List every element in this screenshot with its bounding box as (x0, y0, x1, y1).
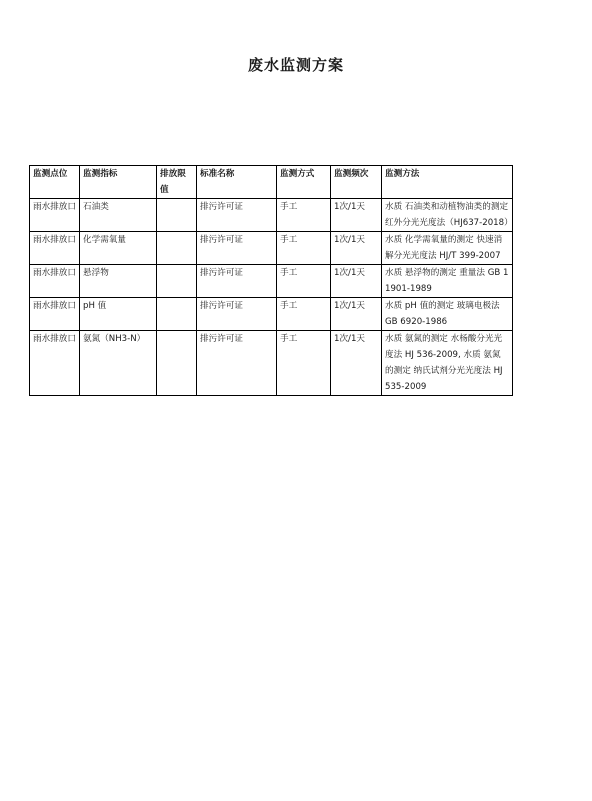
header-monitoring-method: 监测方法 (382, 166, 513, 199)
cell-indicator: 石油类 (80, 199, 157, 232)
cell-point: 雨水排放口 (30, 232, 80, 265)
cell-mode: 手工 (277, 265, 331, 298)
cell-method: 水质 石油类和动植物油类的测定 红外分光光度法（HJ637-2018） (382, 199, 513, 232)
cell-mode: 手工 (277, 232, 331, 265)
cell-method: 水质 化学需氧量的测定 快速消解分光光度法 HJ/T 399-2007 (382, 232, 513, 265)
header-monitoring-mode: 监测方式 (277, 166, 331, 199)
table-row (30, 265, 513, 298)
cell-mode: 手工 (277, 298, 331, 331)
cell-frequency: 1次/1天 (331, 199, 382, 232)
cell-point: 雨水排放口 (30, 331, 80, 396)
table-header-row (30, 166, 513, 199)
cell-standard: 排污许可证 (197, 232, 277, 265)
cell-limit (157, 298, 197, 331)
cell-method: 水质 悬浮物的测定 重量法 GB 11901-1989 (382, 265, 513, 298)
cell-point: 雨水排放口 (30, 199, 80, 232)
header-monitoring-frequency: 监测频次 (331, 166, 382, 199)
cell-point: 雨水排放口 (30, 298, 80, 331)
cell-indicator: 氨氮（NH3-N） (80, 331, 157, 396)
cell-method: 水质 pH 值的测定 玻璃电极法 GB 6920-1986 (382, 298, 513, 331)
cell-indicator: 悬浮物 (80, 265, 157, 298)
cell-method: 水质 氨氮的测定 水杨酸分光光度法 HJ 536-2009, 水质 氨氮的测定 纳氏试剂分光光度法 HJ 535-2009 (382, 331, 513, 396)
cell-frequency: 1次/1天 (331, 232, 382, 265)
table-row (30, 232, 513, 265)
cell-limit (157, 232, 197, 265)
cell-indicator: 化学需氧量 (80, 232, 157, 265)
header-emission-limit: 排放限值 (157, 166, 197, 199)
table-row (30, 298, 513, 331)
cell-frequency: 1次/1天 (331, 298, 382, 331)
cell-standard: 排污许可证 (197, 199, 277, 232)
monitoring-table (29, 165, 513, 396)
cell-limit (157, 331, 197, 396)
table-row (30, 331, 513, 396)
cell-mode: 手工 (277, 199, 331, 232)
cell-limit (157, 265, 197, 298)
header-monitoring-point: 监测点位 (30, 166, 80, 199)
cell-point: 雨水排放口 (30, 265, 80, 298)
cell-standard: 排污许可证 (197, 265, 277, 298)
cell-mode: 手工 (277, 331, 331, 396)
header-standard-name: 标准名称 (197, 166, 277, 199)
page-title: 废水监测方案 (247, 56, 344, 74)
cell-limit (157, 199, 197, 232)
cell-frequency: 1次/1天 (331, 265, 382, 298)
cell-indicator: pH 值 (80, 298, 157, 331)
cell-standard: 排污许可证 (197, 331, 277, 396)
header-monitoring-indicator: 监测指标 (80, 166, 157, 199)
table-row (30, 199, 513, 232)
cell-frequency: 1次/1天 (331, 331, 382, 396)
cell-standard: 排污许可证 (197, 298, 277, 331)
